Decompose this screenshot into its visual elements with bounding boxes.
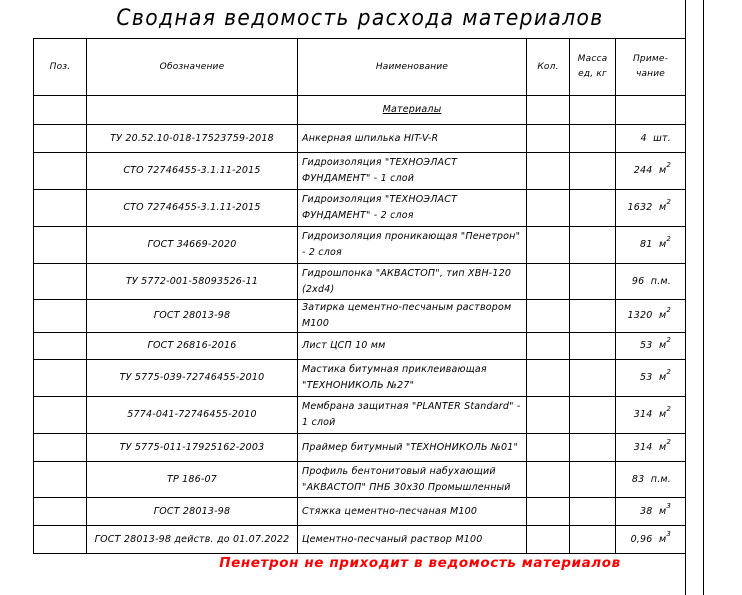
cell-mass — [570, 190, 616, 227]
cell-designation: ГОСТ 28013-98 действ. до 01.07.2022 — [87, 526, 298, 554]
cell-qty — [527, 300, 570, 333]
cell-designation: ГОСТ 28013-98 — [87, 498, 298, 526]
cell-designation: 5774-041-72746455-2010 — [87, 397, 298, 434]
cell-qty — [527, 264, 570, 300]
cell-qty — [527, 434, 570, 462]
quantity-value: 4 — [640, 132, 647, 144]
cell-mass — [570, 227, 616, 264]
cell-name: Гидрошпонка "АКВАСТОП", тип ХВН-120 (2хd4) — [298, 264, 527, 300]
unit-exponent: 3 — [666, 501, 671, 510]
quantity-value: 244 — [633, 165, 653, 176]
cell-qty — [527, 397, 570, 434]
table-row — [34, 526, 686, 554]
quantity-value: 53 — [640, 372, 653, 383]
quantity-unit: м — [658, 505, 667, 517]
header-note-line2: чание — [635, 69, 666, 79]
cell-pos — [34, 462, 87, 498]
materials-table — [33, 38, 686, 554]
cell-designation: ТУ 5772-001-58093526-11 — [87, 264, 298, 300]
cell-name: Гидроизоляция "ТЕХНОЭЛАСТ ФУНДАМЕНТ" - 1 слой — [298, 153, 527, 190]
cell-note — [616, 434, 686, 462]
cell-name: Лист ЦСП 10 мм — [298, 333, 527, 360]
quantity-value: 1632 — [627, 202, 653, 213]
cell-designation: ТР 186-07 — [87, 462, 298, 498]
cell-mass — [570, 397, 616, 434]
cell-qty — [527, 153, 570, 190]
cell-empty — [87, 96, 298, 125]
quantity-value: 0,96 — [630, 533, 653, 545]
cell-name: Цементно-песчаный раствор М100 — [298, 526, 527, 554]
quantity-unit: п.м. — [650, 473, 671, 485]
header-note-line1: Приме- — [632, 54, 669, 64]
quantity-value: 38 — [640, 505, 653, 517]
quantity-value: 314 — [633, 441, 653, 453]
quantity-value: 83 — [631, 473, 645, 485]
cell-note — [616, 300, 686, 333]
unit-exponent: 2 — [666, 235, 671, 243]
quantity-unit: м — [658, 533, 667, 545]
cell-designation: ГОСТ 34669-2020 — [87, 227, 298, 264]
cell-empty — [34, 96, 87, 125]
cell-empty — [616, 96, 686, 125]
cell-mass — [570, 360, 616, 397]
section-row — [34, 96, 686, 125]
cell-pos — [34, 264, 87, 300]
cell-note — [616, 360, 686, 397]
frame-border-outer — [703, 0, 704, 595]
unit-exponent: 2 — [666, 437, 671, 446]
quantity-unit: м — [658, 441, 667, 453]
quantity-value: 81 — [640, 239, 653, 250]
quantity-unit: м — [658, 239, 667, 250]
table-row — [34, 434, 686, 462]
cell-pos — [34, 498, 87, 526]
cell-qty — [527, 227, 570, 264]
quantity-unit: м — [658, 310, 667, 321]
cell-note — [616, 153, 686, 190]
table-row — [34, 462, 686, 498]
cell-name: Мастика битумная приклеивающая "ТЕХНОНИКОЛЬ №27" — [298, 360, 527, 397]
table-row — [34, 333, 686, 360]
sheet-title: Сводная ведомость расхода материалов — [116, 6, 604, 31]
quantity-unit: шт. — [653, 132, 671, 144]
table-header-row — [34, 39, 686, 96]
cell-designation: СТО 72746455-3.1.11-2015 — [87, 153, 298, 190]
header-name: Наименование — [298, 39, 527, 96]
quantity-value: 1320 — [627, 310, 653, 321]
cell-pos — [34, 125, 87, 153]
cell-mass — [570, 526, 616, 554]
unit-exponent: 2 — [666, 161, 671, 169]
cell-pos — [34, 397, 87, 434]
cell-name: Профиль бентонитовый набухающий "АКВАСТОП" ПНБ 30х30 Промышленный — [298, 462, 527, 498]
cell-mass — [570, 264, 616, 300]
cell-note — [616, 333, 686, 360]
cell-designation: ГОСТ 26816-2016 — [87, 333, 298, 360]
cell-pos — [34, 333, 87, 360]
unit-exponent: 2 — [666, 405, 671, 413]
header-mass — [570, 39, 616, 96]
cell-mass — [570, 462, 616, 498]
table-row — [34, 498, 686, 526]
header-mass-line1: Масса — [577, 54, 608, 64]
table-row — [34, 300, 686, 333]
cell-note — [616, 462, 686, 498]
section-title-text: Материалы — [382, 104, 442, 115]
quantity-unit: м — [658, 202, 667, 213]
cell-mass — [570, 153, 616, 190]
header-note — [616, 39, 686, 96]
cell-pos — [34, 300, 87, 333]
unit-exponent: 2 — [666, 306, 671, 314]
cell-designation: ГОСТ 28013-98 — [87, 300, 298, 333]
cell-name: Гидроизоляция "ТЕХНОЭЛАСТ ФУНДАМЕНТ" - 2 слоя — [298, 190, 527, 227]
quantity-value: 96 — [631, 275, 645, 287]
cell-qty — [527, 526, 570, 554]
cell-pos — [34, 153, 87, 190]
cell-pos — [34, 526, 87, 554]
cell-mass — [570, 434, 616, 462]
unit-exponent: 2 — [666, 368, 671, 376]
cell-empty — [570, 96, 616, 125]
cell-mass — [570, 125, 616, 153]
cell-qty — [527, 125, 570, 153]
unit-exponent: 3 — [666, 529, 671, 538]
annotation-note: Пенетрон не приходит в ведомость материалов — [219, 555, 621, 571]
cell-designation: СТО 72746455-3.1.11-2015 — [87, 190, 298, 227]
cell-mass — [570, 300, 616, 333]
quantity-unit: м — [658, 372, 667, 383]
header-pos: Поз. — [34, 39, 87, 96]
cell-name: Затирка цементно-песчаным раствором М100 — [298, 300, 527, 333]
cell-designation: ТУ 5775-039-72746455-2010 — [87, 360, 298, 397]
quantity-unit: м — [658, 165, 667, 176]
cell-note — [616, 190, 686, 227]
cell-qty — [527, 462, 570, 498]
cell-designation: ТУ 5775-011-17925162-2003 — [87, 434, 298, 462]
cell-name: Гидроизоляция проникающая "Пенетрон" - 2 слоя — [298, 227, 527, 264]
table-row — [34, 264, 686, 300]
table-row — [34, 190, 686, 227]
cell-qty — [527, 498, 570, 526]
cell-pos — [34, 434, 87, 462]
table-row — [34, 360, 686, 397]
unit-exponent: 2 — [666, 336, 671, 344]
header-mass-line2: ед, кг — [578, 69, 607, 79]
cell-name: Анкерная шпилька HIT-V-R — [298, 125, 527, 153]
cell-qty — [527, 360, 570, 397]
cell-designation: ТУ 20.52.10-018-17523759-2018 — [87, 125, 298, 153]
cell-note — [616, 227, 686, 264]
cell-pos — [34, 190, 87, 227]
cell-note — [616, 397, 686, 434]
cell-empty — [527, 96, 570, 125]
quantity-value: 53 — [640, 340, 653, 351]
header-qty: Кол. — [527, 39, 570, 96]
cell-pos — [34, 360, 87, 397]
unit-exponent: 2 — [666, 198, 671, 206]
table-row — [34, 153, 686, 190]
cell-note — [616, 498, 686, 526]
cell-note — [616, 526, 686, 554]
header-designation: Обозначение — [87, 39, 298, 96]
quantity-unit: м — [658, 340, 667, 351]
cell-mass — [570, 498, 616, 526]
cell-note — [616, 264, 686, 300]
cell-qty — [527, 333, 570, 360]
quantity-value: 314 — [633, 409, 653, 420]
table-row — [34, 227, 686, 264]
cell-qty — [527, 190, 570, 227]
cell-pos — [34, 227, 87, 264]
quantity-unit: п.м. — [650, 275, 671, 287]
quantity-unit: м — [658, 409, 667, 420]
cell-name: Праймер битумный "ТЕХНОНИКОЛЬ №01" — [298, 434, 527, 462]
table-row — [34, 397, 686, 434]
cell-note — [616, 125, 686, 153]
cell-name: Мембрана защитная "PLANTER Standard" - 1 слой — [298, 397, 527, 434]
section-title — [298, 96, 527, 125]
cell-name: Стяжка цементно-песчаная М100 — [298, 498, 527, 526]
table-row — [34, 125, 686, 153]
cell-mass — [570, 333, 616, 360]
